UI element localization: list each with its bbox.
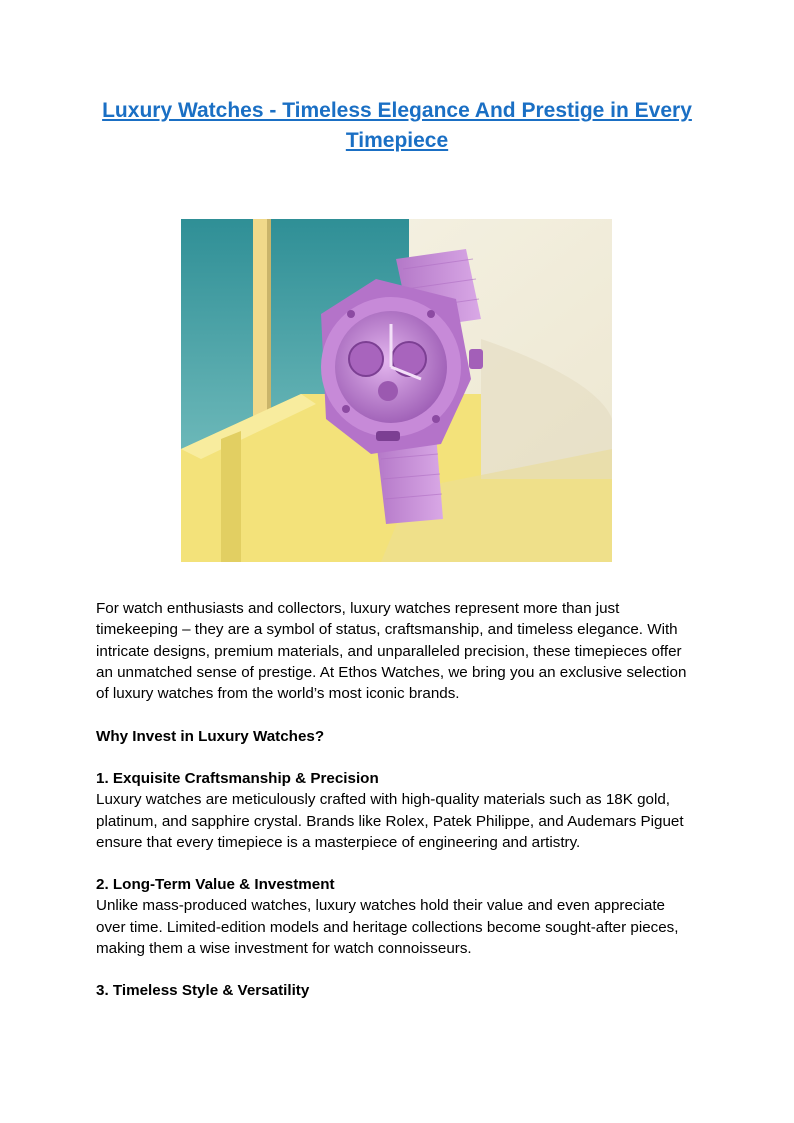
section-craftsmanship <box>96 768 698 853</box>
why-invest-heading: Why Invest in Luxury Watches? <box>96 728 325 745</box>
section-body: Luxury watches are meticulously crafted with high-quality materials such as 18K gold, platinum, and sapphire crystal. Brands like Rolex, Patek Philippe, and Audemars Piguet ensure that every timepiece is a masterpiece of engineering and artistry. <box>96 791 684 851</box>
document-title-link[interactable]: Luxury Watches - Timeless Elegance And Prestige in Every Timepiece <box>102 99 692 152</box>
section-style <box>96 980 698 1001</box>
intro-paragraph: For watch enthusiasts and collectors, luxury watches represent more than just timekeeping – they are a symbol of status, craftsmanship, and timeless elegance. With intricate designs, premium materials, and unparalleled precision, these timepieces offer an unmatched sense of prestige. At Ethos Watches, we bring you an exclusive selection of luxury watches from the world’s most iconic brands. <box>96 600 687 703</box>
section-heading: 2. Long-Term Value & Investment <box>96 876 335 893</box>
hero-watch-image <box>181 219 612 562</box>
section-heading: 1. Exquisite Craftsmanship & Precision <box>96 770 379 787</box>
purple-watch-icon <box>181 219 612 562</box>
section-value <box>96 874 698 959</box>
section-body: Unlike mass-produced watches, luxury watches hold their value and even appreciate over time. Limited-edition models and heritage collections become sought-after pieces, making them a wise investment for watch connoisseurs. <box>96 897 679 957</box>
section-heading: 3. Timeless Style & Versatility <box>96 982 310 999</box>
